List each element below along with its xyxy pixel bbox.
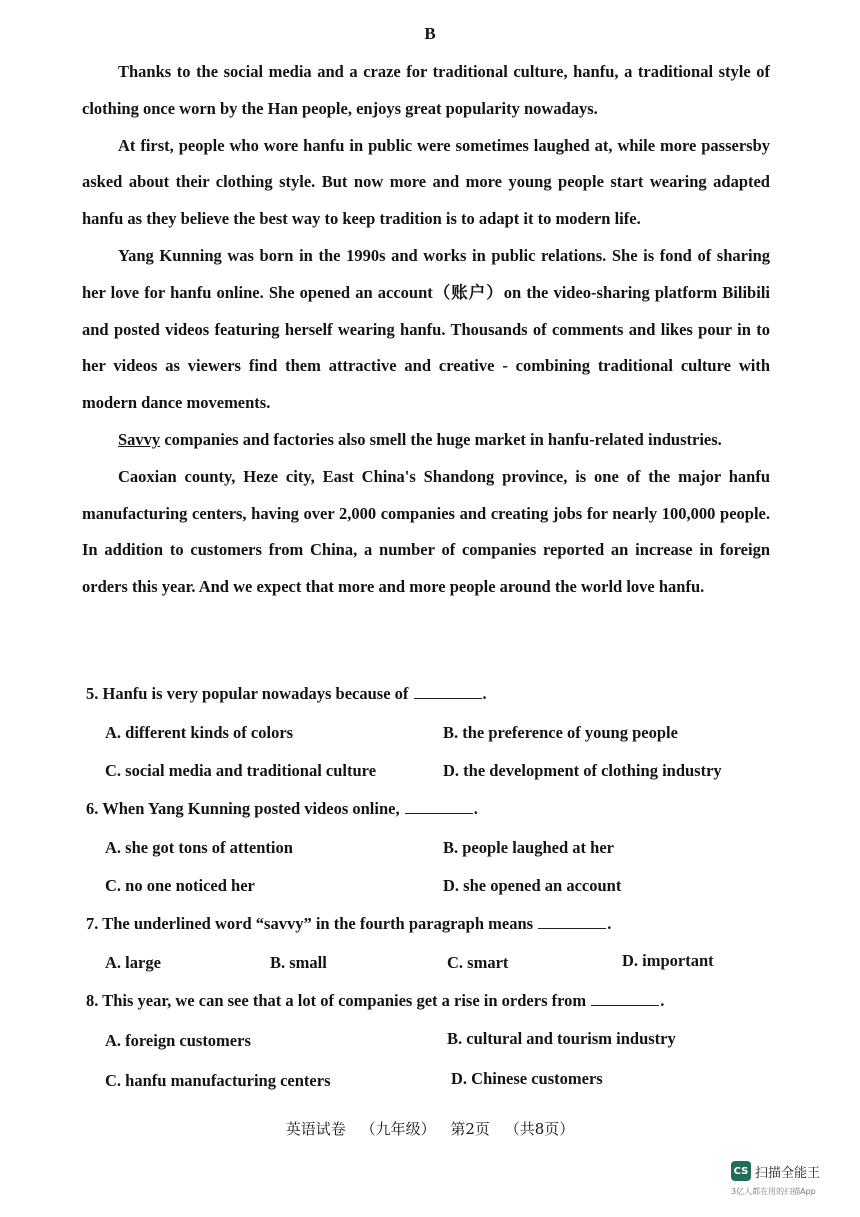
option-c[interactable]: C. no one noticed her — [105, 876, 255, 895]
question-7 — [86, 914, 611, 934]
footer-page: 第2页 — [450, 1120, 490, 1138]
footer-subject: 英语试卷 — [285, 1120, 346, 1138]
paragraph-5: Caoxian county, Heze city, East China's Shandong province, is one of the major hanfu manufacturing centers, having over 2,000 companies and creating jobs for nearly 100,000 people. In addition to customers from China, a number of companies reported an increase in foreign orders this year. And we expect that more and more people around the world love hanfu. — [82, 466, 770, 597]
page-footer — [0, 1118, 860, 1139]
footer-total: （共8页） — [504, 1120, 575, 1138]
answer-blank[interactable] — [405, 799, 473, 814]
section-letter: B — [424, 24, 436, 43]
option-a[interactable]: A. foreign customers — [105, 1031, 251, 1050]
answer-blank[interactable] — [414, 684, 482, 699]
option-d[interactable]: D. she opened an account — [443, 876, 622, 895]
paragraph-2: At first, people who wore hanfu in public were sometimes laughed at, while more passersby asked about their clothing style. But now more and more young people start wearing adapted hanfu as they believe the best way to keep tradition is to adapt it to modern life. — [82, 135, 770, 229]
watermark-app-name: 扫描全能王 — [755, 1165, 821, 1181]
underlined-word: Savvy — [118, 429, 161, 449]
question-6 — [86, 799, 478, 819]
option-a[interactable]: A. different kinds of colors — [105, 723, 294, 742]
answer-blank[interactable] — [538, 914, 606, 929]
option-d[interactable]: D. the development of clothing industry — [443, 761, 722, 780]
option-b[interactable]: B. small — [270, 953, 327, 972]
paragraph-1: Thanks to the social media and a craze for traditional culture, hanfu, a traditional style of clothing once worn by the Han people, enjoys great popularity nowadays. — [82, 62, 770, 118]
option-b[interactable]: B. cultural and tourism industry — [447, 1029, 676, 1048]
option-c[interactable]: C. smart — [447, 953, 509, 972]
question-end: . — [607, 914, 612, 933]
paragraph-3: Yang Kunning was born in the 1990s and works in public relations. She is fond of sharing her love for hanfu online. She opened an account（账户）on the video-sharing platform Bilibili and posted videos featuring herself wearing hanfu. Thousands of comments and likes pour in to her videos as viewers find them attractive and creative - combining traditional culture with modern dance movements. — [82, 245, 770, 413]
question-end: . — [660, 991, 665, 1010]
option-a[interactable]: A. large — [105, 953, 161, 972]
option-c[interactable]: C. hanfu manufacturing centers — [105, 1071, 331, 1090]
option-d[interactable]: D. Chinese customers — [451, 1069, 603, 1088]
passage — [82, 54, 770, 606]
question-end: . — [482, 684, 487, 703]
footer-grade: （九年级） — [360, 1120, 436, 1138]
paragraph-4 — [82, 422, 770, 459]
option-b[interactable]: B. the preference of young people — [443, 723, 678, 742]
paragraph-4-text: companies and factories also smell the huge market in hanfu-related industries. — [160, 429, 722, 449]
option-c[interactable]: C. social media and traditional culture — [105, 761, 377, 780]
watermark-tagline: 3亿人都在用的扫描App — [731, 1187, 816, 1196]
question-5 — [86, 684, 487, 704]
question-stem: 6. When Yang Kunning posted videos online, — [86, 799, 400, 818]
question-stem: 8. This year, we can see that a lot of companies get a rise in orders from — [86, 991, 587, 1010]
camscanner-logo-icon: CS — [731, 1161, 751, 1181]
option-a[interactable]: A. she got tons of attention — [105, 838, 293, 857]
option-d[interactable]: D. important — [622, 951, 714, 970]
answer-blank[interactable] — [591, 991, 659, 1006]
question-8 — [86, 991, 664, 1011]
question-end: . — [473, 799, 478, 818]
question-stem: 5. Hanfu is very popular nowadays because of — [86, 684, 409, 703]
scanner-watermark — [731, 1161, 820, 1181]
option-b[interactable]: B. people laughed at her — [443, 838, 614, 857]
question-stem: 7. The underlined word “savvy” in the fourth paragraph means — [86, 914, 534, 933]
